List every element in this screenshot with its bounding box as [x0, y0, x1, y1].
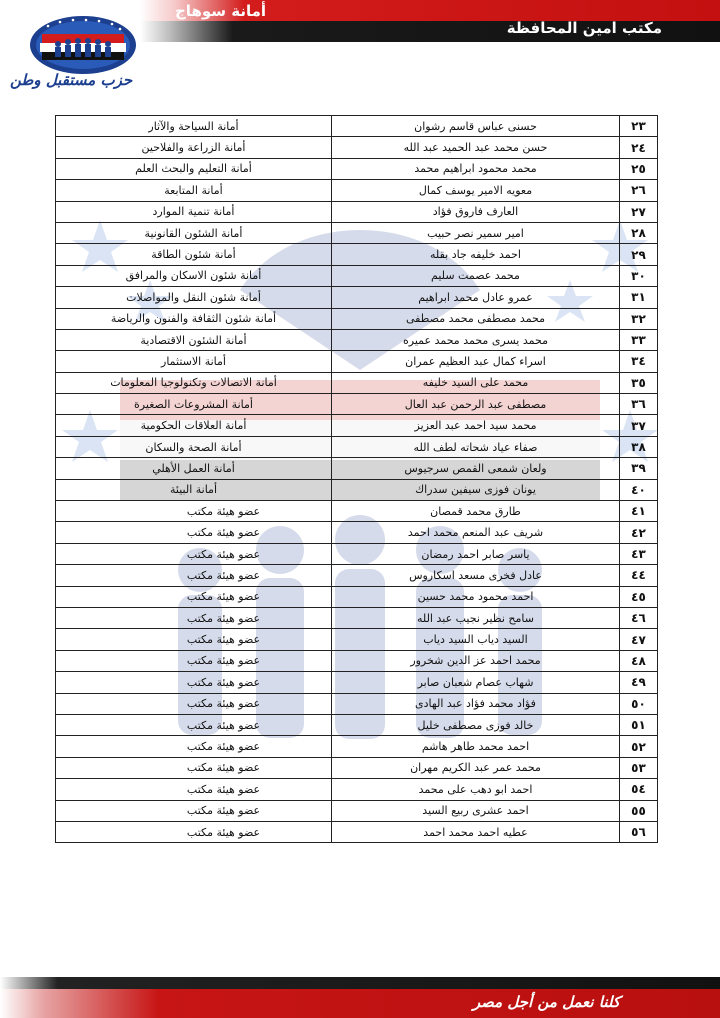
row-number: ٢٨ — [620, 222, 658, 243]
row-number: ٤٣ — [620, 543, 658, 564]
table-row — [56, 287, 658, 308]
party-logo-icon — [28, 14, 138, 76]
member-name: محمد على السيد خليفه — [332, 372, 620, 393]
table-row — [56, 436, 658, 457]
table-row — [56, 265, 658, 286]
row-number: ٥٠ — [620, 693, 658, 714]
row-number: ٣٦ — [620, 394, 658, 415]
member-name: احمد خليفه جاد بقله — [332, 244, 620, 265]
row-number: ٤٩ — [620, 672, 658, 693]
member-name: احمد محمود محمد حسين — [332, 586, 620, 607]
member-name: سامح نظير نجيب عبد الله — [332, 607, 620, 628]
member-role: عضو هيئة مكتب — [56, 672, 332, 693]
member-role: أمانة الاستثمار — [56, 351, 332, 372]
row-number: ٥٦ — [620, 821, 658, 842]
member-role: عضو هيئة مكتب — [56, 629, 332, 650]
table-row — [56, 607, 658, 628]
member-name: معويه الامير يوسف كمال — [332, 180, 620, 201]
member-role: عضو هيئة مكتب — [56, 779, 332, 800]
table-row — [56, 757, 658, 778]
member-name: العارف فاروق فؤاد — [332, 201, 620, 222]
member-name: صفاء عياد شحاته لطف الله — [332, 436, 620, 457]
member-role: عضو هيئة مكتب — [56, 693, 332, 714]
member-name: احمد محمد طاهر هاشم — [332, 736, 620, 757]
row-number: ٤٠ — [620, 479, 658, 500]
member-name: ياسر صابر احمد رمضان — [332, 543, 620, 564]
member-role: عضو هيئة مكتب — [56, 607, 332, 628]
member-name: شريف عبد المنعم محمد احمد — [332, 522, 620, 543]
member-name: محمد عصمت سليم — [332, 265, 620, 286]
table-row — [56, 586, 658, 607]
member-name: امير سمير نصر حبيب — [332, 222, 620, 243]
table-row — [56, 672, 658, 693]
party-name: حزب مستقبل وطن — [10, 71, 133, 89]
member-role: أمانة الاتصالات وتكنولوجيا المعلومات — [56, 372, 332, 393]
table-row — [56, 565, 658, 586]
member-role: عضو هيئة مكتب — [56, 714, 332, 735]
row-number: ٢٦ — [620, 180, 658, 201]
row-number: ٥٥ — [620, 800, 658, 821]
member-role: أمانة الصحة والسكان — [56, 436, 332, 457]
member-name: اسراء كمال عبد العظيم عمران — [332, 351, 620, 372]
office-title: مكتب امين المحافظة — [506, 19, 662, 37]
member-name: عادل فخرى مسعد اسكاروس — [332, 565, 620, 586]
member-role: أمانة شئون الطاقة — [56, 244, 332, 265]
row-number: ٤٨ — [620, 650, 658, 671]
member-name: حسن محمد عبد الحميد عبد الله — [332, 137, 620, 158]
row-number: ٤٥ — [620, 586, 658, 607]
table-row — [56, 522, 658, 543]
member-name: شهاب عصام شعبان صابر — [332, 672, 620, 693]
member-role: أمانة شئون النقل والمواصلات — [56, 287, 332, 308]
member-role: أمانة العلاقات الحكومية — [56, 415, 332, 436]
row-number: ٤٢ — [620, 522, 658, 543]
member-role: عضو هيئة مكتب — [56, 800, 332, 821]
member-name: يونان فوزى سيفين سدراك — [332, 479, 620, 500]
table-row — [56, 693, 658, 714]
table-row — [56, 394, 658, 415]
member-name: مصطفى عبد الرحمن عبد العال — [332, 394, 620, 415]
table-row — [56, 180, 658, 201]
row-number: ٣٥ — [620, 372, 658, 393]
table-row — [56, 116, 658, 137]
row-number: ٣٢ — [620, 308, 658, 329]
table-row — [56, 479, 658, 500]
row-number: ٤٦ — [620, 607, 658, 628]
member-name: خالد فوزى مصطفى خليل — [332, 714, 620, 735]
table-row — [56, 308, 658, 329]
member-role: عضو هيئة مكتب — [56, 522, 332, 543]
member-role: أمانة الشئون القانونية — [56, 222, 332, 243]
row-number: ٣٤ — [620, 351, 658, 372]
row-number: ٥٤ — [620, 779, 658, 800]
row-number: ٤٤ — [620, 565, 658, 586]
table-row — [56, 415, 658, 436]
member-name: عمرو عادل محمد ابراهيم — [332, 287, 620, 308]
table-row — [56, 372, 658, 393]
table-row — [56, 821, 658, 842]
member-role: أمانة شئون الاسكان والمرافق — [56, 265, 332, 286]
members-table — [55, 115, 658, 843]
member-name: محمد سيد احمد عبد العزيز — [332, 415, 620, 436]
row-number: ٣٠ — [620, 265, 658, 286]
row-number: ٢٥ — [620, 158, 658, 179]
member-role: أمانة الشئون الاقتصادية — [56, 329, 332, 350]
member-name: احمد ابو دهب على محمد — [332, 779, 620, 800]
table-row — [56, 736, 658, 757]
row-number: ٢٩ — [620, 244, 658, 265]
row-number: ٤١ — [620, 501, 658, 522]
table-row — [56, 222, 658, 243]
member-role: عضو هيئة مكتب — [56, 586, 332, 607]
member-name: محمد مصطفى محمد مصطفى — [332, 308, 620, 329]
row-number: ٥١ — [620, 714, 658, 735]
member-name: حسنى عباس قاسم رشوان — [332, 116, 620, 137]
member-name: السيد دياب السيد دياب — [332, 629, 620, 650]
member-role: عضو هيئة مكتب — [56, 543, 332, 564]
row-number: ٥٣ — [620, 757, 658, 778]
member-name: عطيه احمد محمد احمد — [332, 821, 620, 842]
member-role: عضو هيئة مكتب — [56, 650, 332, 671]
member-name: احمد عشرى ربيع السيد — [332, 800, 620, 821]
member-name: محمد محمود ابراهيم محمد — [332, 158, 620, 179]
row-number: ٣٨ — [620, 436, 658, 457]
row-number: ٢٧ — [620, 201, 658, 222]
member-role: أمانة الزراعة والفلاحين — [56, 137, 332, 158]
member-name: طارق محمد قمصان — [332, 501, 620, 522]
table-row — [56, 158, 658, 179]
member-name: فؤاد محمد فؤاد عبد الهادى — [332, 693, 620, 714]
table-row — [56, 351, 658, 372]
member-name: محمد يسرى محمد محمد عميره — [332, 329, 620, 350]
table-row — [56, 201, 658, 222]
member-name: محمد احمد عز الدين شخرور — [332, 650, 620, 671]
row-number: ٥٢ — [620, 736, 658, 757]
member-role: أمانة المشروعات الصغيرة — [56, 394, 332, 415]
table-row — [56, 714, 658, 735]
table-row — [56, 137, 658, 158]
member-role: عضو هيئة مكتب — [56, 757, 332, 778]
table-row — [56, 244, 658, 265]
member-role: أمانة السياحة والآثار — [56, 116, 332, 137]
member-role: عضو هيئة مكتب — [56, 736, 332, 757]
member-role: أمانة العمل الأهلي — [56, 458, 332, 479]
table-row — [56, 779, 658, 800]
member-role: أمانة تنمية الموارد — [56, 201, 332, 222]
member-role: عضو هيئة مكتب — [56, 821, 332, 842]
members-table-container — [55, 115, 656, 843]
member-role: عضو هيئة مكتب — [56, 501, 332, 522]
row-number: ٣٩ — [620, 458, 658, 479]
member-name: محمد عمر عبد الكريم مهران — [332, 757, 620, 778]
table-row — [56, 629, 658, 650]
table-row — [56, 800, 658, 821]
member-role: أمانة البيئة — [56, 479, 332, 500]
member-name: ولعان شمعى القمص سرجيوس — [332, 458, 620, 479]
footer-black-stripe — [0, 977, 720, 989]
member-role: أمانة المتابعة — [56, 180, 332, 201]
secretariat-title: أمانة سوهاج — [175, 2, 267, 20]
member-role: أمانة شئون الثقافة والفنون والرياضة — [56, 308, 332, 329]
row-number: ٢٤ — [620, 137, 658, 158]
row-number: ٣٣ — [620, 329, 658, 350]
table-row — [56, 650, 658, 671]
row-number: ٣١ — [620, 287, 658, 308]
table-row — [56, 543, 658, 564]
footer-slogan: كلنا نعمل من أجل مصر — [472, 993, 620, 1011]
row-number: ٢٣ — [620, 116, 658, 137]
member-role: أمانة التعليم والبحث العلم — [56, 158, 332, 179]
row-number: ٣٧ — [620, 415, 658, 436]
table-row — [56, 458, 658, 479]
member-role: عضو هيئة مكتب — [56, 565, 332, 586]
table-row — [56, 501, 658, 522]
row-number: ٤٧ — [620, 629, 658, 650]
table-row — [56, 329, 658, 350]
